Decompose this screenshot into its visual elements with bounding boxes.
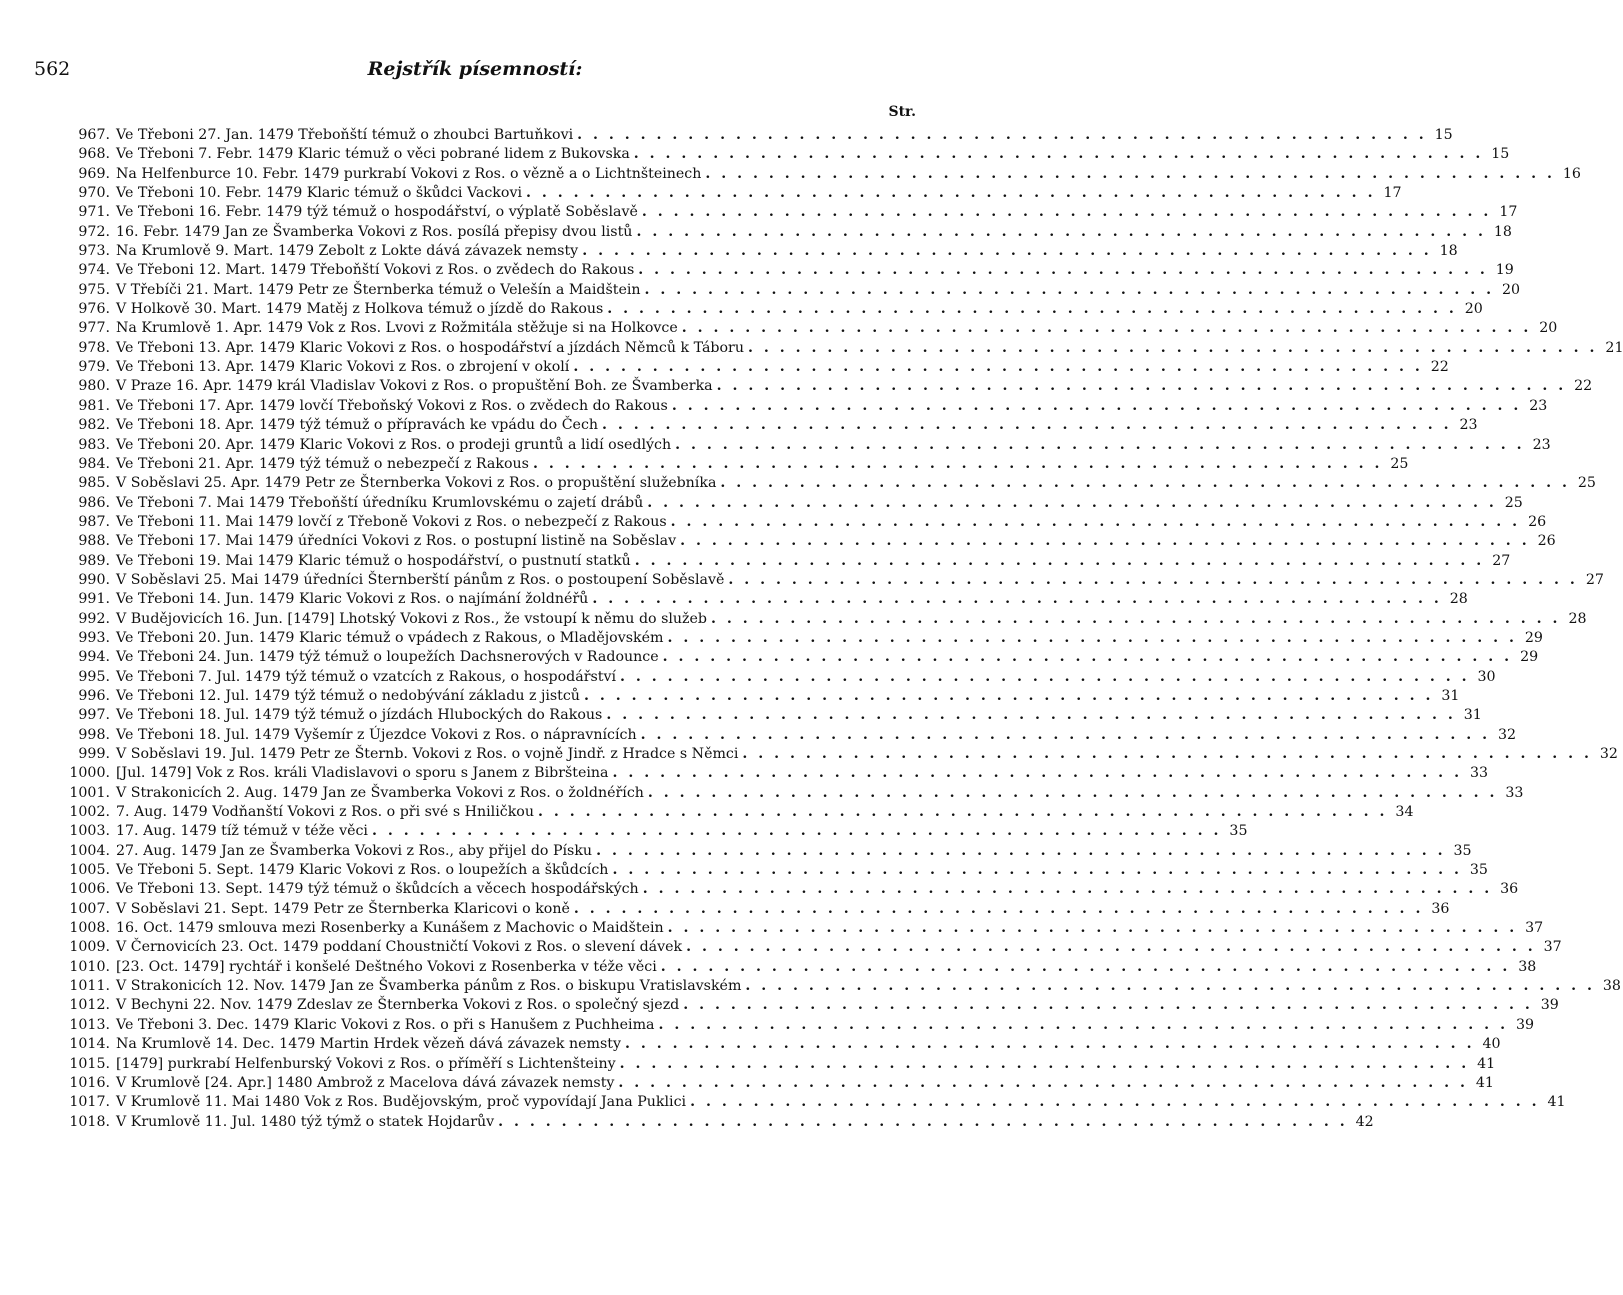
list-item xyxy=(58,204,1518,223)
entry-page: 23 xyxy=(1529,397,1548,414)
list-item xyxy=(58,223,1512,243)
entry-text: 17. Aug. 1479 tíž témuž v téže věci xyxy=(116,823,368,840)
dot-leader xyxy=(603,301,1457,317)
page-column-label: Str. xyxy=(888,104,916,120)
entry-page: 39 xyxy=(1540,997,1559,1014)
dot-leader xyxy=(637,727,1491,743)
entry-page: 31 xyxy=(1463,707,1482,724)
dot-leader xyxy=(573,127,1427,143)
entry-number: 978. xyxy=(78,339,110,356)
entry-number: 976. xyxy=(78,301,110,318)
list-item xyxy=(58,823,1248,842)
entry-text: Na Krumlově 14. Dec. 1479 Martin Hrdek vězeň dává závazek nemsty xyxy=(116,1036,621,1053)
entry-page: 35 xyxy=(1469,862,1488,879)
dot-leader xyxy=(701,166,1555,182)
entry-page: 25 xyxy=(1577,475,1596,492)
entry-text: [23. Oct. 1479] rychtář i konšelé Deštného Vokovi z Rosenberka v téže věci xyxy=(116,958,657,975)
list-item xyxy=(58,1016,1535,1036)
dot-leader xyxy=(668,398,1522,414)
list-item xyxy=(58,746,1618,765)
entry-text: V Strakonicích 2. Aug. 1479 Jan ze Švamberka Vokovi z Ros. o žoldnéřích xyxy=(116,784,644,801)
list-item xyxy=(58,920,1544,939)
entry-number: 968. xyxy=(78,146,110,163)
dot-leader xyxy=(663,630,1517,646)
list-item xyxy=(58,455,1409,475)
dot-leader xyxy=(580,688,1434,704)
entry-text: V Praze 16. Apr. 1479 král Vladislav Vokovi z Ros. o propuštění Boh. ze Švamberka xyxy=(116,378,713,395)
dot-leader xyxy=(659,649,1513,665)
entry-number: 998. xyxy=(78,726,110,743)
dot-leader xyxy=(678,320,1532,336)
entry-number: 992. xyxy=(78,610,110,627)
entry-page: 42 xyxy=(1355,1113,1374,1130)
entry-page: 37 xyxy=(1543,939,1562,956)
dot-leader xyxy=(724,572,1578,588)
entry-text: Ve Třeboni 13. Apr. 1479 Klaric Vokovi z Ros. o zbrojení v okolí xyxy=(116,359,570,376)
entry-number: 984. xyxy=(78,455,110,472)
entry-number: 973. xyxy=(78,243,110,260)
list-item xyxy=(58,301,1483,320)
entry-text: Ve Třeboni 21. Apr. 1479 týž témuž o nebezpečí z Rakous xyxy=(116,455,529,472)
entry-text: V Soběslavi 19. Jul. 1479 Petr ze Šternb. Vokovi z Ros. o vojně Jindř. z Hradce s Němci xyxy=(116,746,739,762)
entry-number: 970. xyxy=(78,185,110,202)
entry-page: 20 xyxy=(1501,281,1521,298)
entry-number: 1017. xyxy=(69,1094,110,1111)
dot-leader xyxy=(494,1114,1348,1130)
entry-number: 1000. xyxy=(69,765,110,782)
entry-text: Ve Třeboni 20. Jun. 1479 Klaric témuž o vpádech z Rakous, o Mladějovském xyxy=(116,629,664,646)
entry-page: 18 xyxy=(1439,243,1458,260)
dot-leader xyxy=(368,823,1222,839)
entry-text: Na Krumlově 1. Apr. 1479 Vok z Ros. Lvovi z Rožmitála stěžuje si na Holkovce xyxy=(116,320,678,337)
entry-text: Ve Třeboni 17. Apr. 1479 lovčí Třeboňský Vokovi z Ros. o zvědech do Rakous xyxy=(116,397,668,414)
entry-text: Ve Třeboni 20. Apr. 1479 Klaric Vokovi z Ros. o prodeji gruntů a lidí osedlých xyxy=(116,436,672,453)
entry-page: 23 xyxy=(1532,436,1551,453)
entry-page: 28 xyxy=(1568,610,1587,627)
entry-number: 982. xyxy=(78,417,110,434)
dot-leader xyxy=(602,707,1456,723)
running-title: Rejstřík písemností: xyxy=(367,58,583,80)
dot-leader xyxy=(641,282,1495,298)
entry-number: 1003. xyxy=(69,823,110,840)
entry-text: 27. Aug. 1479 Jan ze Švamberka Vokovi z Ros., aby přijel do Písku xyxy=(116,842,593,859)
dot-leader xyxy=(657,959,1511,975)
list-item xyxy=(58,281,1521,301)
entry-number: 974. xyxy=(78,262,110,279)
entry-text: Ve Třeboni 14. Jun. 1479 Klaric Vokovi z Ros. o najímání žoldnéřů xyxy=(116,591,589,608)
dot-leader xyxy=(588,591,1442,607)
entry-number: 1014. xyxy=(69,1036,110,1053)
list-item xyxy=(58,397,1548,417)
dot-leader xyxy=(598,417,1452,433)
entry-page: 16 xyxy=(1562,165,1581,182)
list-item xyxy=(58,417,1478,436)
list-item xyxy=(58,1074,1494,1094)
entry-number: 994. xyxy=(78,649,110,666)
entry-page: 31 xyxy=(1441,687,1460,704)
list-item xyxy=(58,185,1402,204)
entry-text: 16. Febr. 1479 Jan ze Švamberka Vokovi z Ros. posílá přepisy dvou listů xyxy=(116,223,633,240)
entry-text: Na Helfenburce 10. Febr. 1479 purkrabí Vokovi z Ros. o vězně a o Lichtnšteinech xyxy=(116,165,702,182)
entry-text: V Černovicích 23. Oct. 1479 poddaní Choustničtí Vokovi z Ros. o slevení dávek xyxy=(116,939,683,956)
dot-leader xyxy=(632,224,1486,240)
dot-leader xyxy=(744,340,1598,356)
entry-text: Ve Třeboni 3. Dec. 1479 Klaric Vokovi z Ros. o při s Hanušem z Puchheima xyxy=(116,1016,655,1033)
entry-page: 19 xyxy=(1495,262,1514,279)
entry-text: V Holkově 30. Mart. 1479 Matěj z Holkova témuž o jízdě do Rakous xyxy=(116,301,604,318)
entry-text: V Soběslavi 21. Sept. 1479 Petr ze Šternberka Klaricovi o koně xyxy=(116,900,570,917)
entry-number: 983. xyxy=(78,436,110,453)
entry-page: 23 xyxy=(1459,417,1478,434)
entry-text: V Soběslavi 25. Apr. 1479 Petr ze Šternberka Vokovi z Ros. o propuštění služebníka xyxy=(116,475,717,492)
entry-number: 1009. xyxy=(69,939,110,956)
entry-page: 22 xyxy=(1430,359,1449,376)
entry-page: 21 xyxy=(1605,339,1623,356)
entry-page: 25 xyxy=(1390,455,1409,472)
list-item xyxy=(58,127,1453,146)
entry-text: Ve Třeboni 13. Sept. 1479 týž témuž o škůdcích a věcech hospodářských xyxy=(116,881,639,898)
entry-page: 27 xyxy=(1492,552,1511,569)
dot-leader xyxy=(713,378,1567,394)
entry-page: 29 xyxy=(1524,629,1543,646)
entry-text: Ve Třeboni 27. Jan. 1479 Třeboňští témuž o zhoubci Bartuňkovi xyxy=(116,127,574,143)
entry-text: Ve Třeboni 18. Jul. 1479 Vyšemír z Újezdce Vokovi z Ros. o nápravnících xyxy=(116,726,637,743)
entry-text: V Budějovicích 16. Jun. [1479] Lhotský Vokovi z Ros., že vstoupí k němu do služeb xyxy=(116,610,707,627)
entry-page: 27 xyxy=(1585,571,1604,588)
entry-number: 1015. xyxy=(69,1055,110,1072)
entry-number: 1018. xyxy=(69,1113,110,1130)
list-item xyxy=(58,436,1551,456)
entry-number: 995. xyxy=(78,668,110,685)
entry-page: 41 xyxy=(1547,1094,1566,1111)
entry-number: 990. xyxy=(78,571,110,588)
page-header xyxy=(34,58,916,86)
list-item xyxy=(58,513,1547,533)
dot-leader xyxy=(592,843,1446,859)
dot-leader xyxy=(639,881,1493,897)
list-item xyxy=(58,765,1489,784)
dot-leader xyxy=(634,262,1488,278)
entry-number: 1011. xyxy=(69,978,110,995)
entry-number: 971. xyxy=(78,204,110,221)
entry-text: V Krumlově 11. Jul. 1480 týž týmž o statek Hojdarův xyxy=(116,1113,495,1130)
dot-leader xyxy=(578,243,1432,259)
entry-number: 969. xyxy=(78,165,110,182)
entry-number: 980. xyxy=(78,378,110,395)
list-item xyxy=(58,881,1519,900)
list-item xyxy=(58,165,1581,185)
list-item xyxy=(58,378,1593,397)
entry-page: 17 xyxy=(1383,185,1402,202)
entry-page: 39 xyxy=(1515,1016,1535,1033)
list-item xyxy=(58,552,1511,572)
entry-number: 972. xyxy=(78,223,110,240)
dot-leader xyxy=(664,920,1518,936)
dot-leader xyxy=(682,939,1536,955)
entry-page: 38 xyxy=(1602,978,1621,995)
entry-page: 28 xyxy=(1449,591,1468,608)
entry-page: 29 xyxy=(1520,649,1539,666)
entry-number: 1004. xyxy=(69,842,110,859)
list-item xyxy=(58,320,1558,339)
list-item xyxy=(58,1094,1566,1113)
entry-text: V Krumlově [24. Apr.] 1480 Ambrož z Macelova dává závazek nemsty xyxy=(116,1074,615,1091)
entry-number: 999. xyxy=(78,746,110,762)
entry-number: 1016. xyxy=(69,1074,110,1091)
entry-page: 34 xyxy=(1395,804,1414,821)
entry-page: 30 xyxy=(1477,668,1496,685)
entry-page: 40 xyxy=(1482,1036,1501,1053)
list-item xyxy=(58,784,1524,804)
entry-page: 41 xyxy=(1475,1074,1494,1091)
entry-number: 1010. xyxy=(69,958,110,975)
list-item xyxy=(58,610,1587,630)
entry-number: 1008. xyxy=(69,920,110,937)
entry-number: 987. xyxy=(78,513,110,530)
entry-number: 996. xyxy=(78,687,110,704)
entry-text: Ve Třeboni 11. Mai 1479 lovčí z Třeboně Vokovi z Ros. o nebezpečí z Rakous xyxy=(116,513,667,530)
dot-leader xyxy=(679,997,1533,1013)
entry-text: Ve Třeboni 12. Jul. 1479 týž témuž o nedobývání základu z jistců xyxy=(116,687,580,704)
dot-leader xyxy=(707,611,1561,627)
entry-text: V Soběslavi 25. Mai 1479 úředníci Šternberští pánům z Ros. o postoupení Soběslavě xyxy=(116,571,725,588)
list-item xyxy=(58,533,1556,552)
entry-text: Ve Třeboni 13. Apr. 1479 Klaric Vokovi z Ros. o hospodářství a jízdách Němců k Táboru xyxy=(116,339,744,356)
entry-text: Ve Třeboni 16. Febr. 1479 týž témuž o hospodářství, o výplatě Soběslavě xyxy=(116,204,638,221)
list-item xyxy=(58,707,1482,726)
entry-page: 36 xyxy=(1431,900,1450,917)
dot-leader xyxy=(738,746,1592,762)
dot-leader xyxy=(667,514,1521,530)
entry-page: 25 xyxy=(1504,494,1523,511)
dot-leader xyxy=(741,978,1595,994)
entry-text: V Bechyni 22. Nov. 1479 Zdeslav ze Šternberka Vokovi z Ros. o společný sjezd xyxy=(116,997,680,1014)
entry-page: 17 xyxy=(1499,204,1518,221)
dot-leader xyxy=(676,533,1530,549)
dot-leader xyxy=(614,1075,1468,1091)
entry-page: 26 xyxy=(1528,513,1547,530)
list-item xyxy=(58,842,1472,862)
dot-leader xyxy=(616,669,1470,685)
entry-text: Ve Třeboni 7. Mai 1479 Třeboňští úředníku Krumlovskému o zajetí drábů xyxy=(116,494,644,511)
entry-number: 993. xyxy=(78,629,110,646)
entry-number: 991. xyxy=(78,591,110,608)
entry-text: [1479] purkrabí Helfenburský Vokovi z Ros. o příměří s Lichtenšteiny xyxy=(116,1055,616,1072)
entry-number: 977. xyxy=(78,320,110,337)
dot-leader xyxy=(569,359,1423,375)
dot-leader xyxy=(534,804,1388,820)
entry-text: V Krumlově 11. Mai 1480 Vok z Ros. Budějovským, proč vypovídají Jana Puklici xyxy=(116,1094,687,1111)
list-item xyxy=(58,146,1510,165)
list-item xyxy=(58,862,1488,881)
list-item xyxy=(58,1113,1374,1133)
entry-text: Ve Třeboni 7. Jul. 1479 týž témuž o vzatcích z Rakous, o hospodářství xyxy=(116,668,617,685)
entry-page: 22 xyxy=(1574,378,1593,395)
entry-page: 36 xyxy=(1500,881,1519,898)
entry-page: 35 xyxy=(1229,823,1248,840)
list-item xyxy=(58,1055,1496,1075)
dot-leader xyxy=(630,146,1484,162)
list-item xyxy=(58,571,1604,591)
list-item xyxy=(58,629,1543,649)
entry-number: 986. xyxy=(78,494,110,511)
entry-number: 989. xyxy=(78,552,110,569)
dot-leader xyxy=(522,185,1376,201)
entry-text: 7. Aug. 1479 Vodňanští Vokovi z Ros. o při své s Hniličkou xyxy=(116,804,534,821)
list-item xyxy=(58,475,1596,494)
entry-text: Ve Třeboni 7. Febr. 1479 Klaric témuž o věci pobrané lidem z Bukovska xyxy=(116,146,630,163)
entry-page: 41 xyxy=(1477,1055,1496,1072)
entry-text: [Jul. 1479] Vok z Ros. králi Vladislavovi o sporu s Janem z Bibršteina xyxy=(116,765,609,782)
document-index-list xyxy=(58,127,1623,1133)
dot-leader xyxy=(686,1094,1540,1110)
entry-page: 32 xyxy=(1599,746,1618,762)
entry-page: 18 xyxy=(1493,223,1512,240)
list-item xyxy=(58,668,1496,688)
entry-text: Ve Třeboni 5. Sept. 1479 Klaric Vokovi z Ros. o loupežích a škůdcích xyxy=(116,862,609,879)
entry-number: 981. xyxy=(78,397,110,414)
entry-number: 1007. xyxy=(69,900,110,917)
entry-number: 1005. xyxy=(69,862,110,879)
entry-text: Ve Třeboni 19. Mai 1479 Klaric témuž o hospodářství, o pustnutí statků xyxy=(116,552,631,569)
entry-text: 16. Oct. 1479 smlouva mezi Rosenberky a Kunášem z Machovic o Maidštein xyxy=(116,920,664,937)
dot-leader xyxy=(609,765,1463,781)
list-item xyxy=(58,939,1562,958)
list-item xyxy=(58,687,1460,707)
entry-page: 38 xyxy=(1518,958,1537,975)
entry-text: Ve Třeboni 12. Mart. 1479 Třeboňští Vokovi z Ros. o zvědech do Rakous xyxy=(116,262,635,279)
dot-leader xyxy=(638,204,1492,220)
entry-number: 997. xyxy=(78,707,110,724)
entry-number: 967. xyxy=(78,127,110,143)
entry-page: 26 xyxy=(1537,533,1556,550)
entry-page: 33 xyxy=(1505,784,1524,801)
list-item xyxy=(58,243,1458,262)
entry-page: 37 xyxy=(1525,920,1544,937)
list-item xyxy=(58,804,1414,823)
dot-leader xyxy=(631,553,1485,569)
entry-text: Na Krumlově 9. Mart. 1479 Zebolt z Lokte dává závazek nemsty xyxy=(116,243,579,260)
entry-text: V Strakonicích 12. Nov. 1479 Jan ze Švamberka pánům z Ros. o biskupu Vratislavském xyxy=(116,978,742,995)
list-item xyxy=(58,726,1517,746)
list-item xyxy=(58,359,1449,378)
entry-text: Ve Třeboni 18. Jul. 1479 týž témuž o jízdách Hlubockých do Rakous xyxy=(116,707,603,724)
entry-text: Ve Třeboni 17. Mai 1479 úředníci Vokovi z Ros. o postupní listině na Soběslav xyxy=(116,533,677,550)
list-item xyxy=(58,958,1537,978)
dot-leader xyxy=(621,1036,1475,1052)
entry-number: 1012. xyxy=(69,997,110,1014)
dot-leader xyxy=(616,1056,1470,1072)
list-item xyxy=(58,339,1623,359)
entry-page: 20 xyxy=(1464,301,1483,318)
entry-page: 32 xyxy=(1498,726,1517,743)
dot-leader xyxy=(608,862,1462,878)
entry-page: 20 xyxy=(1539,320,1558,337)
list-item xyxy=(58,900,1450,920)
entry-page: 35 xyxy=(1453,842,1472,859)
entry-number: 975. xyxy=(78,281,110,298)
dot-leader xyxy=(671,437,1525,453)
list-item xyxy=(58,1036,1501,1055)
dot-leader xyxy=(643,495,1497,511)
dot-leader xyxy=(716,475,1570,491)
entry-page: 15 xyxy=(1434,127,1453,143)
dot-leader xyxy=(570,901,1424,917)
list-item xyxy=(58,649,1539,668)
page-number: 562 xyxy=(34,58,71,80)
entry-number: 1013. xyxy=(69,1016,110,1033)
list-item xyxy=(58,494,1523,514)
list-item xyxy=(58,262,1514,281)
entry-text: Ve Třeboni 18. Apr. 1479 týž témuž o přípravách ke vpádu do Čech xyxy=(116,417,599,434)
entry-text: V Třebíči 21. Mart. 1479 Petr ze Šternberka témuž o Velešín a Maidštein xyxy=(116,281,641,298)
entry-number: 1001. xyxy=(69,784,110,801)
entry-number: 1002. xyxy=(69,804,110,821)
list-item xyxy=(58,997,1559,1016)
entry-page: 33 xyxy=(1469,765,1489,782)
entry-text: Ve Třeboni 10. Febr. 1479 Klaric témuž o škůdci Vackovi xyxy=(116,185,522,202)
list-item xyxy=(58,591,1468,610)
entry-page: 15 xyxy=(1491,146,1510,163)
entry-number: 988. xyxy=(78,533,110,550)
entry-number: 979. xyxy=(78,359,110,376)
dot-leader xyxy=(655,1017,1509,1033)
dot-leader xyxy=(644,785,1498,801)
entry-text: Ve Třeboni 24. Jun. 1479 týž témuž o loupežích Dachsnerových v Radounce xyxy=(116,649,659,666)
entry-number: 1006. xyxy=(69,881,110,898)
list-item xyxy=(58,978,1621,997)
entry-number: 985. xyxy=(78,475,110,492)
dot-leader xyxy=(529,456,1383,472)
